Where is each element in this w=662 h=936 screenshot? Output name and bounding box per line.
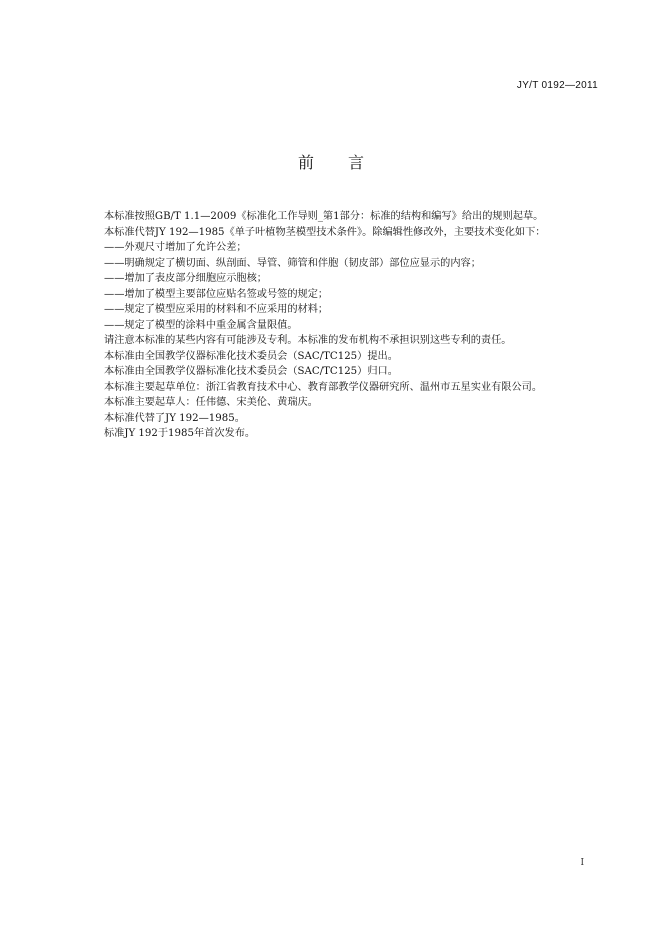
change-item: ——规定了模型应采用的材料和不应采用的材料； <box>104 304 329 315</box>
change-item: ——外观尺寸增加了允许公差； <box>104 242 247 253</box>
paragraph-proposed-by: 本标准由全国教学仪器标准化技术委员会（SAC/TC125）提出。 <box>104 350 398 362</box>
change-item: ——规定了模型的涂料中重金属含量限值。 <box>104 319 298 331</box>
paragraph-patent-notice: 请注意本标准的某些内容有可能涉及专利。本标准的发布机构不承担识别这些专利的责任。 <box>104 335 512 346</box>
change-item: ——增加了模型主要部位应贴名签或号签的规定； <box>104 288 329 300</box>
paragraph-supersedes: 本标准代替了JY 192—1985。 <box>104 412 245 424</box>
paragraph-drafting-units: 本标准主要起草单位：浙江省教育技术中心、教育部教学仪器研究所、温州市五星实业有限公司。 <box>104 381 543 393</box>
change-item: ——明确规定了横切面、纵剖面、导管、筛管和伴胞（韧皮部）部位应显示的内容； <box>104 257 481 269</box>
paragraph-drafting-rules: 本标准按照GB/T 1.1—2009《标准化工作导则_第1部分：标准的结构和编写》给出的规则起草。 <box>104 211 544 222</box>
change-item: ——增加了表皮部分细胞应示胞核； <box>104 273 267 284</box>
document-code: JY/T 0192—2011 <box>516 80 598 91</box>
page-number: I <box>580 858 584 868</box>
paragraph-drafters: 本标准主要起草人：任伟德、宋美伦、黄瑞庆。 <box>104 397 318 408</box>
paragraph-replacement: 本标准代替JY 192—1985《单子叶植物茎模型技术条件》。除编辑性修改外，主要技术变化如下： <box>104 226 546 238</box>
page-title: 前言 <box>297 153 398 172</box>
foreword-body <box>104 209 604 442</box>
paragraph-first-published: 标准JY 192于1985年首次发布。 <box>104 428 256 439</box>
paragraph-administered-by: 本标准由全国教学仪器标准化技术委员会（SAC/TC125）归口。 <box>104 366 398 377</box>
